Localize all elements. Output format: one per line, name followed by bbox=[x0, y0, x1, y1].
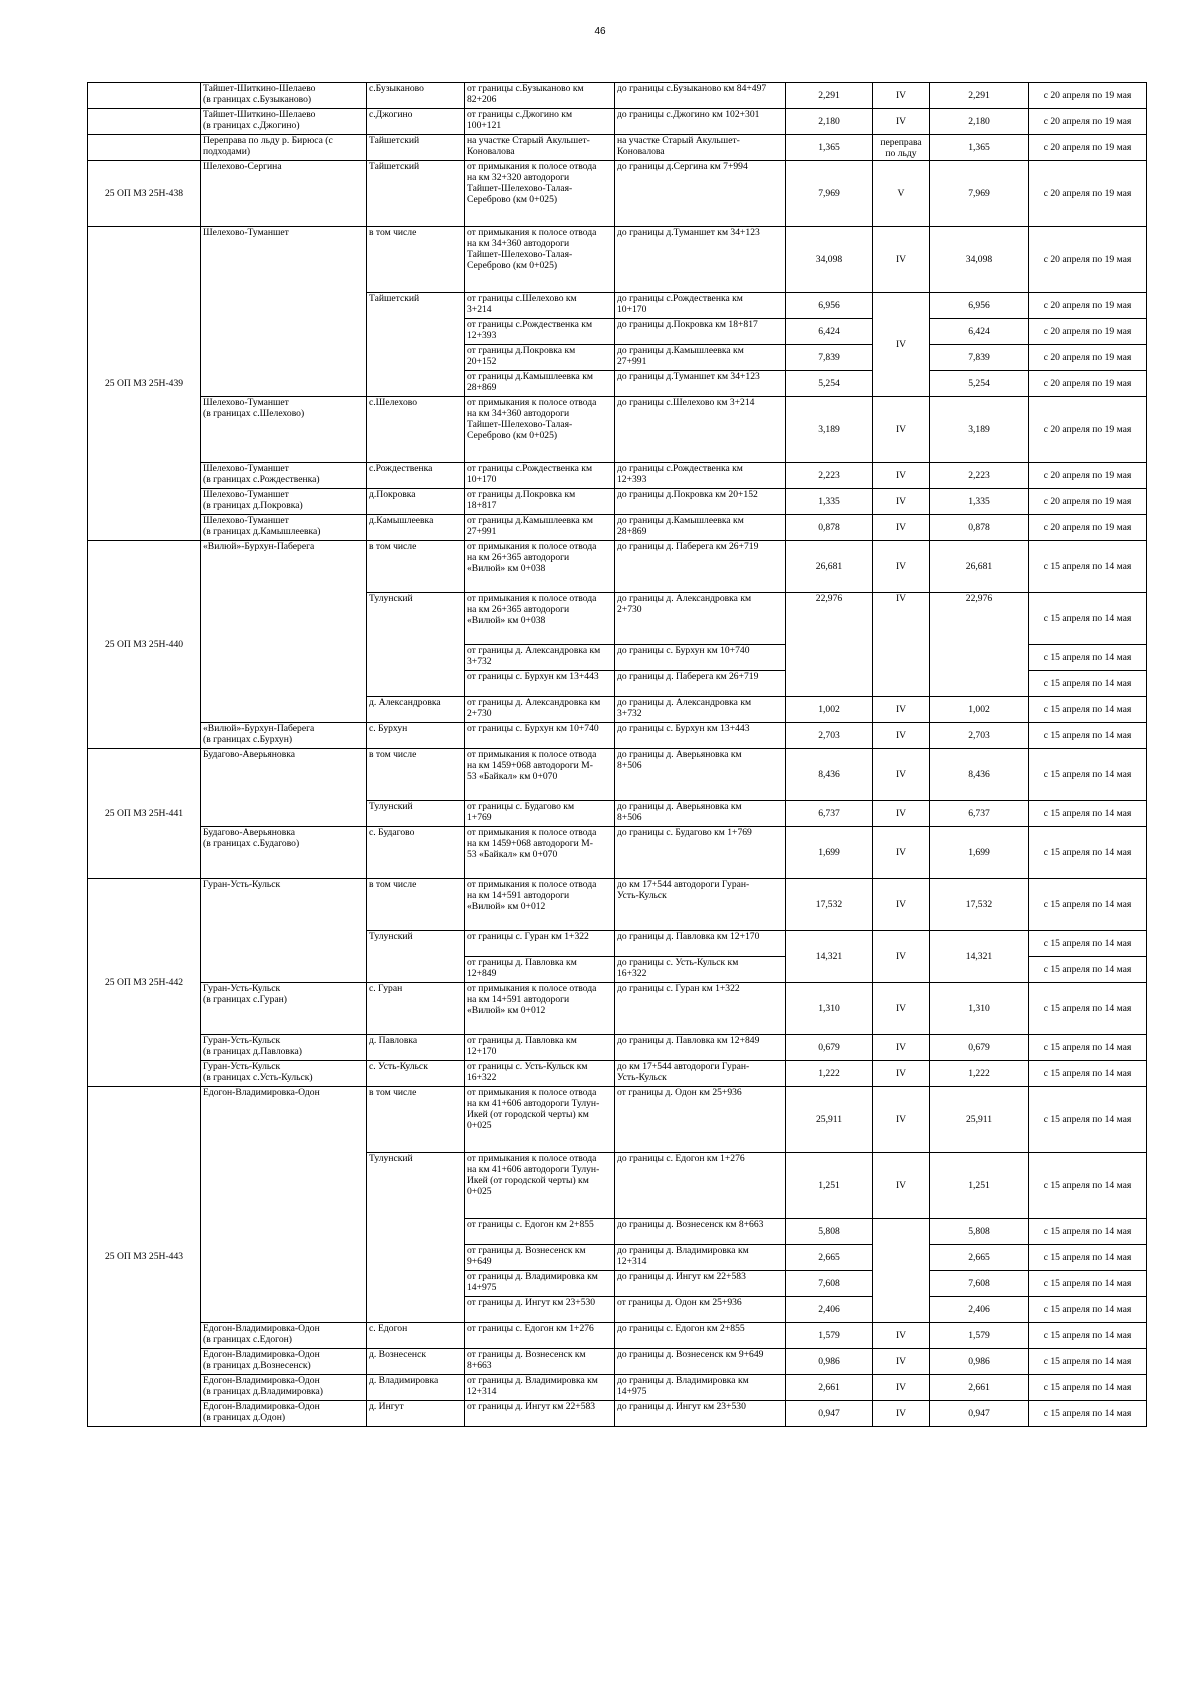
restricted-length-cell: 7,969 bbox=[930, 161, 1029, 227]
period-cell: с 15 апреля по 14 мая bbox=[1029, 879, 1147, 931]
length-cell: 0,947 bbox=[786, 1401, 873, 1427]
road-code-cell: 25 ОП МЗ 25Н-440 bbox=[88, 541, 201, 749]
from-cell: от примыкания к полосе отвода на км 41+606 автодороги Тулун- Икей (от городской черты) км 0+025 bbox=[465, 1153, 615, 1219]
to-cell: от границы д. Одон км 25+936 bbox=[615, 1297, 786, 1323]
table-row bbox=[88, 879, 1147, 931]
from-cell: от примыкания к полосе отвода на км 14+591 автодороги «Вилюй» км 0+012 bbox=[465, 879, 615, 931]
table-row bbox=[88, 1349, 1147, 1375]
table-row bbox=[88, 1323, 1147, 1349]
to-cell: до границы д.Камышлеевка км 28+869 bbox=[615, 515, 786, 541]
area-cell: Тулунский bbox=[367, 801, 465, 827]
from-cell: от границы д. Вознесенск км 9+649 bbox=[465, 1245, 615, 1271]
from-cell: от границы д. Владимировка км 12+314 bbox=[465, 1375, 615, 1401]
period-cell: с 15 апреля по 14 мая bbox=[1029, 983, 1147, 1035]
to-cell: до границы д. Александровка км 3+732 bbox=[615, 697, 786, 723]
area-cell: д. Ингут bbox=[367, 1401, 465, 1427]
table-row bbox=[88, 983, 1147, 1035]
restricted-length-cell: 1,365 bbox=[930, 135, 1029, 161]
period-cell: с 20 апреля по 19 мая bbox=[1029, 463, 1147, 489]
period-cell: с 15 апреля по 14 мая bbox=[1029, 749, 1147, 801]
period-cell: с 20 апреля по 19 мая bbox=[1029, 489, 1147, 515]
restricted-length-cell: 6,737 bbox=[930, 801, 1029, 827]
to-cell: до границы с. Едогон км 1+276 bbox=[615, 1153, 786, 1219]
to-cell: до границы с. Бурхун км 10+740 bbox=[615, 645, 786, 671]
period-cell: с 20 апреля по 19 мая bbox=[1029, 345, 1147, 371]
to-cell: до границы д.Туманшет км 34+123 bbox=[615, 371, 786, 397]
length-cell: 2,180 bbox=[786, 109, 873, 135]
period-cell: с 15 апреля по 14 мая bbox=[1029, 671, 1147, 697]
table-row bbox=[88, 109, 1147, 135]
table-row bbox=[88, 723, 1147, 749]
period-cell: с 15 апреля по 14 мая bbox=[1029, 697, 1147, 723]
from-cell: от границы с. Едогон км 2+855 bbox=[465, 1219, 615, 1245]
period-cell: с 15 апреля по 14 мая bbox=[1029, 1035, 1147, 1061]
restricted-length-cell: 0,986 bbox=[930, 1349, 1029, 1375]
table-row bbox=[88, 1035, 1147, 1061]
area-cell: с. Бурхун bbox=[367, 723, 465, 749]
table-row bbox=[88, 135, 1147, 161]
period-cell: с 20 апреля по 19 мая bbox=[1029, 371, 1147, 397]
from-cell: от примыкания к полосе отвода на км 34+360 автодороги Тайшет-Шелехово-Талая- Сереброво (км 0+025) bbox=[465, 227, 615, 293]
category-cell: IV bbox=[873, 1035, 930, 1061]
category-cell: IV bbox=[873, 827, 930, 879]
from-cell: от примыкания к полосе отвода на км 1459+068 автодороги М- 53 «Байкал» км 0+070 bbox=[465, 827, 615, 879]
area-cell: Тайшетский bbox=[367, 135, 465, 161]
length-cell: 2,291 bbox=[786, 83, 873, 109]
period-cell: с 15 апреля по 14 мая bbox=[1029, 723, 1147, 749]
area-cell: в том числе bbox=[367, 227, 465, 293]
restricted-length-cell: 2,661 bbox=[930, 1375, 1029, 1401]
from-cell: от примыкания к полосе отвода на км 26+365 автодороги «Вилюй» км 0+038 bbox=[465, 541, 615, 593]
road-name-cell: «Вилюй»-Бурхун-Паберега bbox=[201, 541, 367, 723]
from-cell: от границы с. Бурхун км 10+740 bbox=[465, 723, 615, 749]
road-name-cell: Гуран-Усть-Кульск (в границах д.Павловка) bbox=[201, 1035, 367, 1061]
period-cell: с 15 апреля по 14 мая bbox=[1029, 1219, 1147, 1245]
area-cell: д. Вознесенск bbox=[367, 1349, 465, 1375]
from-cell: от границы с. Бурхун км 13+443 bbox=[465, 671, 615, 697]
restricted-length-cell: 1,222 bbox=[930, 1061, 1029, 1087]
restricted-length-cell: 2,223 bbox=[930, 463, 1029, 489]
length-cell: 25,911 bbox=[786, 1087, 873, 1153]
from-cell: от границы с.Джогино км 100+121 bbox=[465, 109, 615, 135]
road-name-cell: Шелехово-Сергина bbox=[201, 161, 367, 227]
length-cell: 2,223 bbox=[786, 463, 873, 489]
to-cell: до границы д.Покровка км 18+817 bbox=[615, 319, 786, 345]
restricted-length-cell: 22,976 bbox=[930, 593, 1029, 697]
from-cell: на участке Старый Акульшет- Коновалова bbox=[465, 135, 615, 161]
length-cell: 0,878 bbox=[786, 515, 873, 541]
category-cell: IV bbox=[873, 109, 930, 135]
restricted-length-cell: 26,681 bbox=[930, 541, 1029, 593]
to-cell: до границы д. Владимировка км 12+314 bbox=[615, 1245, 786, 1271]
length-cell: 1,335 bbox=[786, 489, 873, 515]
from-cell: от границы с.Шелехово км 3+214 bbox=[465, 293, 615, 319]
table-row bbox=[88, 515, 1147, 541]
table-row bbox=[88, 1375, 1147, 1401]
length-cell: 5,254 bbox=[786, 371, 873, 397]
length-cell: 34,098 bbox=[786, 227, 873, 293]
period-cell: с 15 апреля по 14 мая bbox=[1029, 1271, 1147, 1297]
road-code-cell bbox=[88, 135, 201, 161]
restricted-length-cell: 5,808 bbox=[930, 1219, 1029, 1245]
to-cell: до границы с. Будагово км 1+769 bbox=[615, 827, 786, 879]
road-name-cell: Будагово-Аверьяновка bbox=[201, 749, 367, 827]
from-cell: от границы с. Едогон км 1+276 bbox=[465, 1323, 615, 1349]
length-cell: 6,737 bbox=[786, 801, 873, 827]
area-cell: в том числе bbox=[367, 879, 465, 931]
category-cell: IV bbox=[873, 293, 930, 397]
to-cell: до границы с. Едогон км 2+855 bbox=[615, 1323, 786, 1349]
category-cell: IV bbox=[873, 879, 930, 931]
period-cell: с 20 апреля по 19 мая bbox=[1029, 397, 1147, 463]
length-cell: 2,406 bbox=[786, 1297, 873, 1323]
from-cell: от границы д. Владимировка км 14+975 bbox=[465, 1271, 615, 1297]
area-cell: с.Рождественка bbox=[367, 463, 465, 489]
to-cell: до границы с.Джогино км 102+301 bbox=[615, 109, 786, 135]
to-cell: до границы д. Вознесенск км 8+663 bbox=[615, 1219, 786, 1245]
to-cell: до границы д. Ингут км 22+583 bbox=[615, 1271, 786, 1297]
from-cell: от примыкания к полосе отвода на км 34+360 автодороги Тайшет-Шелехово-Талая- Сереброво (км 0+025) bbox=[465, 397, 615, 463]
from-cell: от границы с.Рождественка км 12+393 bbox=[465, 319, 615, 345]
length-cell: 1,251 bbox=[786, 1153, 873, 1219]
period-cell: с 15 апреля по 14 мая bbox=[1029, 801, 1147, 827]
category-cell: IV bbox=[873, 749, 930, 801]
length-cell: 1,222 bbox=[786, 1061, 873, 1087]
category-cell: IV bbox=[873, 1153, 930, 1219]
category-cell: IV bbox=[873, 489, 930, 515]
from-cell: от границы с. Усть-Кульск км 16+322 bbox=[465, 1061, 615, 1087]
to-cell: до границы с. Бурхун км 13+443 bbox=[615, 723, 786, 749]
from-cell: от границы д. Ингут км 23+530 bbox=[465, 1297, 615, 1323]
period-cell: с 15 апреля по 14 мая bbox=[1029, 1349, 1147, 1375]
period-cell: с 20 апреля по 19 мая bbox=[1029, 293, 1147, 319]
to-cell: до границы с.Рождественка км 12+393 bbox=[615, 463, 786, 489]
length-cell: 7,608 bbox=[786, 1271, 873, 1297]
area-cell: Тайшетский bbox=[367, 161, 465, 227]
from-cell: от границы с. Будагово км 1+769 bbox=[465, 801, 615, 827]
category-cell: IV bbox=[873, 1349, 930, 1375]
length-cell: 22,976 bbox=[786, 593, 873, 697]
period-cell: с 20 апреля по 19 мая bbox=[1029, 319, 1147, 345]
to-cell: до границы с.Бузыканово км 84+497 bbox=[615, 83, 786, 109]
category-cell: IV bbox=[873, 83, 930, 109]
table-row bbox=[88, 489, 1147, 515]
road-name-cell: Тайшет-Шиткино-Шелаево (в границах с.Джогино) bbox=[201, 109, 367, 135]
table-row bbox=[88, 827, 1147, 879]
category-cell: IV bbox=[873, 983, 930, 1035]
period-cell: с 15 апреля по 14 мая bbox=[1029, 1297, 1147, 1323]
length-cell: 0,986 bbox=[786, 1349, 873, 1375]
length-cell: 2,665 bbox=[786, 1245, 873, 1271]
road-code-cell bbox=[88, 83, 201, 109]
area-cell: д.Камышлеевка bbox=[367, 515, 465, 541]
restricted-length-cell: 6,424 bbox=[930, 319, 1029, 345]
to-cell: от границы д. Одон км 25+936 bbox=[615, 1087, 786, 1153]
restricted-length-cell: 2,703 bbox=[930, 723, 1029, 749]
road-code-cell bbox=[88, 109, 201, 135]
period-cell: с 15 апреля по 14 мая bbox=[1029, 541, 1147, 593]
period-cell: с 15 апреля по 14 мая bbox=[1029, 1245, 1147, 1271]
to-cell: до границы д. Павловка км 12+170 bbox=[615, 931, 786, 957]
length-cell: 6,424 bbox=[786, 319, 873, 345]
road-name-cell: Гуран-Усть-Кульск (в границах с.Усть-Кульск) bbox=[201, 1061, 367, 1087]
length-cell: 0,679 bbox=[786, 1035, 873, 1061]
from-cell: от примыкания к полосе отвода на км 14+591 автодороги «Вилюй» км 0+012 bbox=[465, 983, 615, 1035]
length-cell: 5,808 bbox=[786, 1219, 873, 1245]
length-cell: 6,956 bbox=[786, 293, 873, 319]
to-cell: до границы д. Аверьяновка км 8+506 bbox=[615, 801, 786, 827]
period-cell: с 15 апреля по 14 мая bbox=[1029, 1061, 1147, 1087]
restricted-length-cell: 1,310 bbox=[930, 983, 1029, 1035]
area-cell: д. Владимировка bbox=[367, 1375, 465, 1401]
table-row bbox=[88, 749, 1147, 801]
restricted-length-cell: 3,189 bbox=[930, 397, 1029, 463]
area-cell: с. Будагово bbox=[367, 827, 465, 879]
period-cell: с 15 апреля по 14 мая bbox=[1029, 593, 1147, 645]
category-cell: IV bbox=[873, 931, 930, 983]
to-cell: до границы д.Туманшет км 34+123 bbox=[615, 227, 786, 293]
road-name-cell: Едогон-Владимировка-Одон (в границах с.Едогон) bbox=[201, 1323, 367, 1349]
category-cell: IV bbox=[873, 1401, 930, 1427]
restricted-length-cell: 0,679 bbox=[930, 1035, 1029, 1061]
table-row bbox=[88, 463, 1147, 489]
restricted-length-cell: 1,699 bbox=[930, 827, 1029, 879]
table-row bbox=[88, 1061, 1147, 1087]
from-cell: от примыкания к полосе отвода на км 32+320 автодороги Тайшет-Шелехово-Талая- Сереброво (км 0+025) bbox=[465, 161, 615, 227]
restricted-length-cell: 1,251 bbox=[930, 1153, 1029, 1219]
area-cell: с.Джогино bbox=[367, 109, 465, 135]
road-name-cell: Будагово-Аверьяновка (в границах с.Будагово) bbox=[201, 827, 367, 879]
from-cell: от границы д. Павловка км 12+170 bbox=[465, 1035, 615, 1061]
to-cell: до км 17+544 автодороги Гуран- Усть-Кульск bbox=[615, 1061, 786, 1087]
category-cell: IV bbox=[873, 723, 930, 749]
area-cell: с.Бузыканово bbox=[367, 83, 465, 109]
category-cell: переправа по льду bbox=[873, 135, 930, 161]
restricted-length-cell: 0,947 bbox=[930, 1401, 1029, 1427]
category-cell: IV bbox=[873, 515, 930, 541]
from-cell: от границы с. Гуран км 1+322 bbox=[465, 931, 615, 957]
length-cell: 17,532 bbox=[786, 879, 873, 931]
period-cell: с 20 апреля по 19 мая bbox=[1029, 161, 1147, 227]
road-name-cell: Шелехово-Туманшет (в границах с.Шелехово) bbox=[201, 397, 367, 463]
period-cell: с 15 апреля по 14 мая bbox=[1029, 957, 1147, 983]
to-cell: до границы с. Усть-Кульск км 16+322 bbox=[615, 957, 786, 983]
to-cell: до границы с. Гуран км 1+322 bbox=[615, 983, 786, 1035]
road-name-cell: Шелехово-Туманшет (в границах с.Рождественка) bbox=[201, 463, 367, 489]
restricted-length-cell: 2,291 bbox=[930, 83, 1029, 109]
from-cell: от границы с.Рождественка км 10+170 bbox=[465, 463, 615, 489]
area-cell: с. Едогон bbox=[367, 1323, 465, 1349]
from-cell: от границы с.Бузыканово км 82+206 bbox=[465, 83, 615, 109]
category-cell bbox=[873, 1219, 930, 1323]
road-name-cell: Тайшет-Шиткино-Шелаево (в границах с.Бузыканово) bbox=[201, 83, 367, 109]
restricted-length-cell: 0,878 bbox=[930, 515, 1029, 541]
table-row bbox=[88, 83, 1147, 109]
table-row bbox=[88, 1087, 1147, 1153]
road-code-cell: 25 ОП МЗ 25Н-438 bbox=[88, 161, 201, 227]
road-name-cell: Едогон-Владимировка-Одон (в границах д.Одон) bbox=[201, 1401, 367, 1427]
period-cell: с 15 апреля по 14 мая bbox=[1029, 1401, 1147, 1427]
restricted-length-cell: 25,911 bbox=[930, 1087, 1029, 1153]
table-row bbox=[88, 541, 1147, 593]
to-cell: до границы д. Владимировка км 14+975 bbox=[615, 1375, 786, 1401]
road-code-cell: 25 ОП МЗ 25Н-439 bbox=[88, 227, 201, 541]
area-cell: в том числе bbox=[367, 1087, 465, 1153]
length-cell: 1,365 bbox=[786, 135, 873, 161]
restricted-length-cell: 14,321 bbox=[930, 931, 1029, 983]
road-code-cell: 25 ОП МЗ 25Н-442 bbox=[88, 879, 201, 1087]
road-name-cell: Едогон-Владимировка-Одон bbox=[201, 1087, 367, 1323]
road-name-cell: Шелехово-Туманшет (в границах д.Покровка) bbox=[201, 489, 367, 515]
table-row bbox=[88, 161, 1147, 227]
area-cell: Тулунский bbox=[367, 1153, 465, 1323]
length-cell: 3,189 bbox=[786, 397, 873, 463]
restricted-length-cell: 6,956 bbox=[930, 293, 1029, 319]
road-name-cell: «Вилюй»-Бурхун-Паберега (в границах с.Бурхун) bbox=[201, 723, 367, 749]
length-cell: 1,310 bbox=[786, 983, 873, 1035]
to-cell: до границы д. Паберега км 26+719 bbox=[615, 671, 786, 697]
from-cell: от границы д. Вознесенск км 8+663 bbox=[465, 1349, 615, 1375]
from-cell: от границы д. Александровка км 2+730 bbox=[465, 697, 615, 723]
from-cell: от границы д.Покровка км 18+817 bbox=[465, 489, 615, 515]
road-name-cell: Шелехово-Туманшет (в границах д.Камышлеевка) bbox=[201, 515, 367, 541]
category-cell: IV bbox=[873, 397, 930, 463]
area-cell: с. Усть-Кульск bbox=[367, 1061, 465, 1087]
category-cell: V bbox=[873, 161, 930, 227]
restricted-length-cell: 17,532 bbox=[930, 879, 1029, 931]
to-cell: до границы д. Паберега км 26+719 bbox=[615, 541, 786, 593]
period-cell: с 20 апреля по 19 мая bbox=[1029, 83, 1147, 109]
period-cell: с 15 апреля по 14 мая bbox=[1029, 1323, 1147, 1349]
from-cell: от границы д. Ингут км 22+583 bbox=[465, 1401, 615, 1427]
road-name-cell: Едогон-Владимировка-Одон (в границах д.Вознесенск) bbox=[201, 1349, 367, 1375]
to-cell: до границы с.Рождественка км 10+170 bbox=[615, 293, 786, 319]
table-row bbox=[88, 397, 1147, 463]
period-cell: с 20 апреля по 19 мая bbox=[1029, 135, 1147, 161]
length-cell: 1,579 bbox=[786, 1323, 873, 1349]
restricted-length-cell: 2,180 bbox=[930, 109, 1029, 135]
from-cell: от границы д. Павловка км 12+849 bbox=[465, 957, 615, 983]
from-cell: от границы д. Александровка км 3+732 bbox=[465, 645, 615, 671]
area-cell: в том числе bbox=[367, 749, 465, 801]
restricted-length-cell: 8,436 bbox=[930, 749, 1029, 801]
road-name-cell: Переправа по льду р. Бирюса (с подходами) bbox=[201, 135, 367, 161]
to-cell: до границы с.Шелехово км 3+214 bbox=[615, 397, 786, 463]
table-row bbox=[88, 1401, 1147, 1427]
restricted-length-cell: 7,608 bbox=[930, 1271, 1029, 1297]
to-cell: до границы д. Аверьяновка км 8+506 bbox=[615, 749, 786, 801]
area-cell: Тулунский bbox=[367, 593, 465, 697]
to-cell: до км 17+544 автодороги Гуран- Усть-Кульск bbox=[615, 879, 786, 931]
from-cell: от границы д.Камышлеевка км 27+991 bbox=[465, 515, 615, 541]
road-name-cell: Гуран-Усть-Кульск (в границах с.Гуран) bbox=[201, 983, 367, 1035]
category-cell: IV bbox=[873, 1323, 930, 1349]
area-cell: в том числе bbox=[367, 541, 465, 593]
restricted-length-cell: 1,579 bbox=[930, 1323, 1029, 1349]
road-code-cell: 25 ОП МЗ 25Н-443 bbox=[88, 1087, 201, 1427]
category-cell: IV bbox=[873, 801, 930, 827]
page-number: 46 bbox=[594, 26, 606, 37]
length-cell: 1,002 bbox=[786, 697, 873, 723]
category-cell: IV bbox=[873, 1375, 930, 1401]
length-cell: 1,699 bbox=[786, 827, 873, 879]
restricted-length-cell: 2,665 bbox=[930, 1245, 1029, 1271]
road-code-cell: 25 ОП МЗ 25Н-441 bbox=[88, 749, 201, 879]
category-cell: IV bbox=[873, 697, 930, 723]
area-cell: д.Покровка bbox=[367, 489, 465, 515]
road-name-cell: Гуран-Усть-Кульск bbox=[201, 879, 367, 983]
restricted-length-cell: 1,335 bbox=[930, 489, 1029, 515]
to-cell: до границы д. Александровка км 2+730 bbox=[615, 593, 786, 645]
length-cell: 7,969 bbox=[786, 161, 873, 227]
table-row bbox=[88, 227, 1147, 293]
from-cell: от примыкания к полосе отвода на км 41+606 автодороги Тулун- Икей (от городской черты) км 0+025 bbox=[465, 1087, 615, 1153]
length-cell: 26,681 bbox=[786, 541, 873, 593]
to-cell: до границы д.Сергина км 7+994 bbox=[615, 161, 786, 227]
to-cell: до границы д. Павловка км 12+849 bbox=[615, 1035, 786, 1061]
length-cell: 8,436 bbox=[786, 749, 873, 801]
category-cell: IV bbox=[873, 1087, 930, 1153]
to-cell: до границы д.Камышлеевка км 27+991 bbox=[615, 345, 786, 371]
category-cell: IV bbox=[873, 1061, 930, 1087]
restricted-length-cell: 1,002 bbox=[930, 697, 1029, 723]
category-cell: IV bbox=[873, 227, 930, 293]
restricted-length-cell: 2,406 bbox=[930, 1297, 1029, 1323]
restricted-length-cell: 34,098 bbox=[930, 227, 1029, 293]
period-cell: с 15 апреля по 14 мая bbox=[1029, 1153, 1147, 1219]
period-cell: с 15 апреля по 14 мая bbox=[1029, 931, 1147, 957]
road-name-cell: Едогон-Владимировка-Одон (в границах д.Владимировка) bbox=[201, 1375, 367, 1401]
period-cell: с 15 апреля по 14 мая bbox=[1029, 827, 1147, 879]
area-cell: Тайшетский bbox=[367, 293, 465, 397]
length-cell: 2,703 bbox=[786, 723, 873, 749]
area-cell: Тулунский bbox=[367, 931, 465, 983]
area-cell: д. Павловка bbox=[367, 1035, 465, 1061]
period-cell: с 20 апреля по 19 мая bbox=[1029, 515, 1147, 541]
period-cell: с 15 апреля по 14 мая bbox=[1029, 1375, 1147, 1401]
from-cell: от примыкания к полосе отвода на км 1459+068 автодороги М- 53 «Байкал» км 0+070 bbox=[465, 749, 615, 801]
to-cell: на участке Старый Акульшет- Коновалова bbox=[615, 135, 786, 161]
length-cell: 14,321 bbox=[786, 931, 873, 983]
period-cell: с 20 апреля по 19 мая bbox=[1029, 227, 1147, 293]
restricted-length-cell: 5,254 bbox=[930, 371, 1029, 397]
restricted-length-cell: 7,839 bbox=[930, 345, 1029, 371]
to-cell: до границы д. Ингут км 23+530 bbox=[615, 1401, 786, 1427]
category-cell: IV bbox=[873, 593, 930, 697]
length-cell: 2,661 bbox=[786, 1375, 873, 1401]
road-name-cell: Шелехово-Туманшет bbox=[201, 227, 367, 397]
area-cell: д. Александровка bbox=[367, 697, 465, 723]
period-cell: с 15 апреля по 14 мая bbox=[1029, 645, 1147, 671]
length-cell: 7,839 bbox=[786, 345, 873, 371]
from-cell: от границы д.Камышлеевка км 28+869 bbox=[465, 371, 615, 397]
from-cell: от примыкания к полосе отвода на км 26+365 автодороги «Вилюй» км 0+038 bbox=[465, 593, 615, 645]
area-cell: с. Гуран bbox=[367, 983, 465, 1035]
area-cell: с.Шелехово bbox=[367, 397, 465, 463]
from-cell: от границы д.Покровка км 20+152 bbox=[465, 345, 615, 371]
period-cell: с 20 апреля по 19 мая bbox=[1029, 109, 1147, 135]
category-cell: IV bbox=[873, 541, 930, 593]
to-cell: до границы д.Покровка км 20+152 bbox=[615, 489, 786, 515]
to-cell: до границы д. Вознесенск км 9+649 bbox=[615, 1349, 786, 1375]
road-table bbox=[87, 82, 1147, 1427]
period-cell: с 15 апреля по 14 мая bbox=[1029, 1087, 1147, 1153]
category-cell: IV bbox=[873, 463, 930, 489]
